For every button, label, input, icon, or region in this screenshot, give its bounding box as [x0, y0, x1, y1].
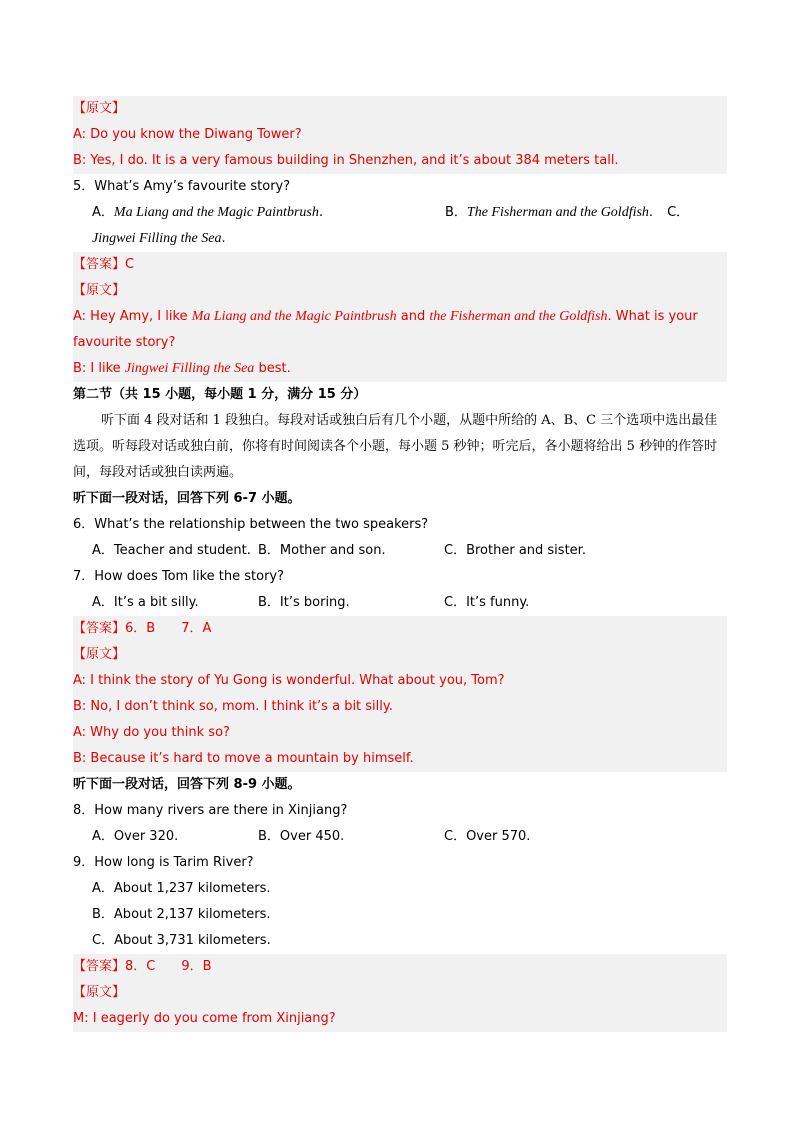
transcript-line: A: I think the story of Yu Gong is wonderful. What about you, Tom?	[73, 673, 505, 688]
question-8-options	[73, 824, 727, 850]
option-c: C．It’s funny.	[444, 595, 530, 610]
question-8: 8．How many rivers are there in Xinjiang?	[73, 803, 348, 818]
option-c-title: Jingwei Filling the Sea.	[92, 231, 226, 246]
section-instructions: 听下面 4 段对话和 1 段独白。每段对话或独白后有几个小题，从题中所给的 A、B、C 三个选项中选出最佳选项。听每段对话或独白前，你将有时间阅读各个小题，每小题 5 秒钟；听完后，各小题将给出 5 秒钟的作答时间，每段对话或独白读两遍。	[73, 413, 718, 480]
answer-block-5	[73, 252, 727, 382]
option-b: B．Over 450.	[258, 829, 345, 844]
option-a: A．Over 320.	[92, 829, 179, 844]
transcript-line: B: Yes, I do. It is a very famous building in Shenzhen, and it’s about 384 meters tall.	[73, 153, 619, 168]
option-a: A．Ma Liang and the Magic Paintbrush.	[92, 205, 323, 220]
transcript-line: favourite story?	[73, 335, 176, 350]
transcript-block-4	[73, 96, 727, 174]
transcript-line: B: Because it’s hard to move a mountain by himself.	[73, 751, 414, 766]
transcript-line: A: Hey Amy, I like Ma Liang and the Magic Paintbrush and the Fisherman and the Goldfish. What is your	[73, 309, 698, 324]
answer-block-8-9	[73, 954, 727, 1032]
transcript-label: 【原文】	[73, 283, 126, 298]
transcript-line: M: I eagerly do you come from Xinjiang?	[73, 1011, 336, 1026]
option-a: A．It’s a bit silly.	[92, 595, 199, 610]
question-5-options	[73, 200, 727, 226]
question-9: 9．How long is Tarim River?	[73, 855, 254, 870]
option-c: C．About 3,731 kilometers.	[92, 933, 271, 948]
option-b: B．About 2,137 kilometers.	[92, 907, 271, 922]
section-heading: 第二节（共 15 小题，每小题 1 分，满分 15 分）	[73, 387, 367, 402]
option-b: B．The Fisherman and the Goldfish.	[445, 205, 654, 220]
transcript-line: B: No, I don’t think so, mom. I think it’s a bit silly.	[73, 699, 393, 714]
document-page	[73, 96, 727, 1032]
transcript-line: A: Do you know the Diwang Tower?	[73, 127, 302, 142]
answer-block-6-7	[73, 616, 727, 772]
transcript-label: 【原文】	[73, 101, 126, 116]
option-c-prefix: C．	[667, 205, 690, 220]
option-a: A．About 1,237 kilometers.	[92, 881, 271, 896]
question-7-options	[73, 590, 727, 616]
answer-label: 【答案】C	[73, 257, 135, 272]
transcript-line: B: I like Jingwei Filling the Sea best.	[73, 361, 291, 376]
option-a: A．Teacher and student.	[92, 543, 251, 558]
transcript-label: 【原文】	[73, 985, 126, 1000]
option-c: C．Brother and sister.	[444, 543, 586, 558]
question-7: 7．How does Tom like the story?	[73, 569, 285, 584]
question-6: 6．What’s the relationship between the two speakers?	[73, 517, 429, 532]
answer-label: 【答案】8．C 9．B	[73, 959, 212, 974]
option-c: C．Over 570.	[444, 829, 531, 844]
transcript-line: A: Why do you think so?	[73, 725, 230, 740]
option-b: B．Mother and son.	[258, 543, 386, 558]
option-b: B．It’s boring.	[258, 595, 350, 610]
question-5: 5．What’s Amy’s favourite story?	[73, 179, 291, 194]
transcript-label: 【原文】	[73, 647, 126, 662]
answer-label: 【答案】6．B 7．A	[73, 621, 212, 636]
group-heading-6-7: 听下面一段对话，回答下列 6-7 小题。	[73, 491, 301, 506]
group-heading-8-9: 听下面一段对话，回答下列 8-9 小题。	[73, 777, 301, 792]
question-6-options	[73, 538, 727, 564]
